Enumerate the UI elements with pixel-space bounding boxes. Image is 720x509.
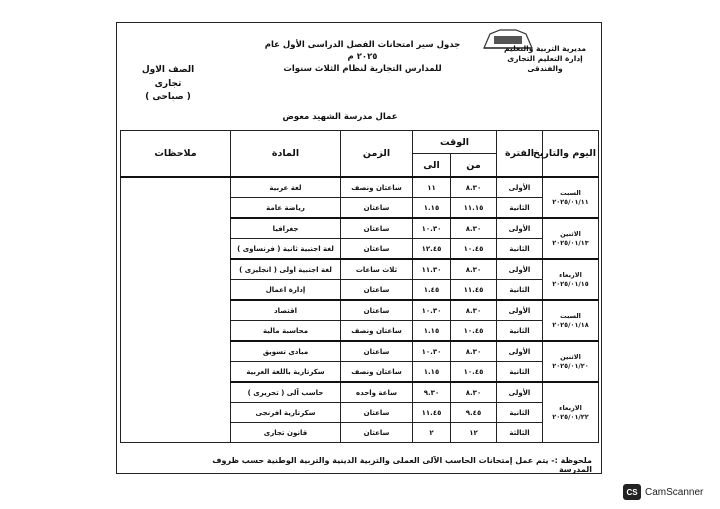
header-subject: المادة [231, 131, 341, 178]
to-cell: ١٠.٣٠ [413, 218, 451, 239]
period-cell: الأولى [497, 300, 543, 321]
from-cell: ١٠.٤٥ [451, 239, 497, 260]
from-cell: ٨.٣٠ [451, 218, 497, 239]
subject-cell: جغرافيا [231, 218, 341, 239]
day-cell: الاثنين ٢٠٢٥/٠١/١٣ [543, 218, 599, 259]
to-cell: ١٢.٤٥ [413, 239, 451, 260]
duration-cell: ساعتان [341, 280, 413, 301]
camscanner-icon: CS [623, 484, 641, 500]
subject-cell: حاسب آلى ( تحريرى ) [231, 382, 341, 403]
exam-schedule-table [120, 130, 599, 443]
header-day-date: اليوم والتاريخ [543, 131, 599, 178]
to-cell: ١١.٣٠ [413, 259, 451, 280]
subject-cell: لغة عربية [231, 177, 341, 198]
duration-cell: ساعتان [341, 198, 413, 219]
period-cell: الثانية [497, 280, 543, 301]
to-cell: ١٠.٣٠ [413, 300, 451, 321]
header-duration: الزمن [341, 131, 413, 178]
duration-cell: ساعتان [341, 239, 413, 260]
from-cell: ٨.٣٠ [451, 177, 497, 198]
duration-cell: ساعتان [341, 218, 413, 239]
duration-cell: ساعتان ونصف [341, 321, 413, 342]
from-cell: ٨.٣٠ [451, 341, 497, 362]
table-row [121, 177, 599, 198]
directorate-header [495, 44, 595, 74]
branch-label: تجارى [154, 78, 182, 89]
to-cell: ١.١٥ [413, 321, 451, 342]
from-cell: ١١.١٥ [451, 198, 497, 219]
duration-cell: ساعتان [341, 341, 413, 362]
camscanner-watermark [623, 483, 703, 501]
subject-cell: رياضة عامة [231, 198, 341, 219]
to-cell: ١.١٥ [413, 362, 451, 383]
subject-cell: مبادى تسويق [231, 341, 341, 362]
from-cell: ١٢ [451, 423, 497, 443]
shift-label: ( صباحى ) [145, 92, 191, 102]
to-cell: ١.١٥ [413, 198, 451, 219]
day-cell: السبت ٢٠٢٥/٠١/١٨ [543, 300, 599, 341]
header-to: الى [413, 154, 451, 178]
school-name: عمال مدرسة الشهيد معوض [282, 112, 398, 122]
header-time: الوقت [413, 131, 497, 154]
subject-cell: محاسبة مالية [231, 321, 341, 342]
department-name: إدارة التعليم التجارى والفندقى [507, 54, 583, 74]
period-cell: الأولى [497, 218, 543, 239]
period-cell: الأولى [497, 177, 543, 198]
period-cell: الأولى [497, 382, 543, 403]
period-cell: الأولى [497, 341, 543, 362]
day-cell: الاربعاء ٢٠٢٥/٠١/٢٢ [543, 382, 599, 443]
camscanner-label: CamScanner [645, 486, 704, 498]
period-cell: الثانية [497, 403, 543, 423]
from-cell: ٨.٣٠ [451, 259, 497, 280]
subject-cell: سكرتارية باللغة العربية [231, 362, 341, 383]
duration-cell: ساعتان [341, 423, 413, 443]
from-cell: ٩.٤٥ [451, 403, 497, 423]
header-notes: ملاحظات [121, 131, 231, 178]
header-from: من [451, 154, 497, 178]
title-line-2: للمدارس التجارية لنظام الثلاث سنوات [283, 63, 442, 74]
from-cell: ١٠.٤٥ [451, 362, 497, 383]
period-cell: الثانية [497, 239, 543, 260]
header-period: الفترة [497, 131, 543, 178]
duration-cell: ساعة واحده [341, 382, 413, 403]
subject-cell: قانون تجارى [231, 423, 341, 443]
exam-title [255, 40, 470, 76]
grade-label: الصف الاول [141, 65, 195, 75]
period-cell: الثانية [497, 321, 543, 342]
notes-cell [121, 177, 231, 443]
period-cell: الثانية [497, 198, 543, 219]
period-cell: الثانية [497, 362, 543, 383]
day-cell: الاثنين ٢٠٢٥/٠١/٢٠ [543, 341, 599, 382]
subject-cell: لغة اجنبية ثانية ( فرنساوى ) [231, 239, 341, 260]
period-cell: الأولى [497, 259, 543, 280]
to-cell: ١.٤٥ [413, 280, 451, 301]
to-cell: ٢ [413, 423, 451, 443]
duration-cell: ساعتان ونصف [341, 177, 413, 198]
day-cell: الاربعاء ٢٠٢٥/٠١/١٥ [543, 259, 599, 300]
to-cell: ١١ [413, 177, 451, 198]
subject-cell: اقتصاد [231, 300, 341, 321]
subject-cell: سكرتارية افرنجى [231, 403, 341, 423]
to-cell: ٩.٣٠ [413, 382, 451, 403]
title-line-1: جدول سير امتحانات الفصل الدراسى الأول عام ٢٠٢٥ م [264, 40, 461, 62]
period-cell: الثالثة [497, 423, 543, 443]
to-cell: ١٠.٣٠ [413, 341, 451, 362]
duration-cell: ثلاث ساعات [341, 259, 413, 280]
subject-cell: لغة اجنبية اولى ( انجليزى ) [231, 259, 341, 280]
grade-header [120, 64, 216, 105]
from-cell: ٨.٣٠ [451, 382, 497, 403]
duration-cell: ساعتان ونصف [341, 362, 413, 383]
from-cell: ٨.٣٠ [451, 300, 497, 321]
day-cell: السبت ٢٠٢٥/٠١/١١ [543, 177, 599, 218]
subject-cell: إدارة اعمال [231, 280, 341, 301]
footnote: ملحوظة :- يتم عمل إمتحانات الحاسب الآلى العملى والتربية الدينية والتربية الوطنية حسب ظروف المدرسة [212, 456, 592, 474]
from-cell: ١١.٤٥ [451, 280, 497, 301]
duration-cell: ساعتان [341, 403, 413, 423]
directorate-name: مديرية التربية والتعليم [504, 44, 586, 53]
duration-cell: ساعتان [341, 300, 413, 321]
to-cell: ١١.٤٥ [413, 403, 451, 423]
from-cell: ١٠.٤٥ [451, 321, 497, 342]
